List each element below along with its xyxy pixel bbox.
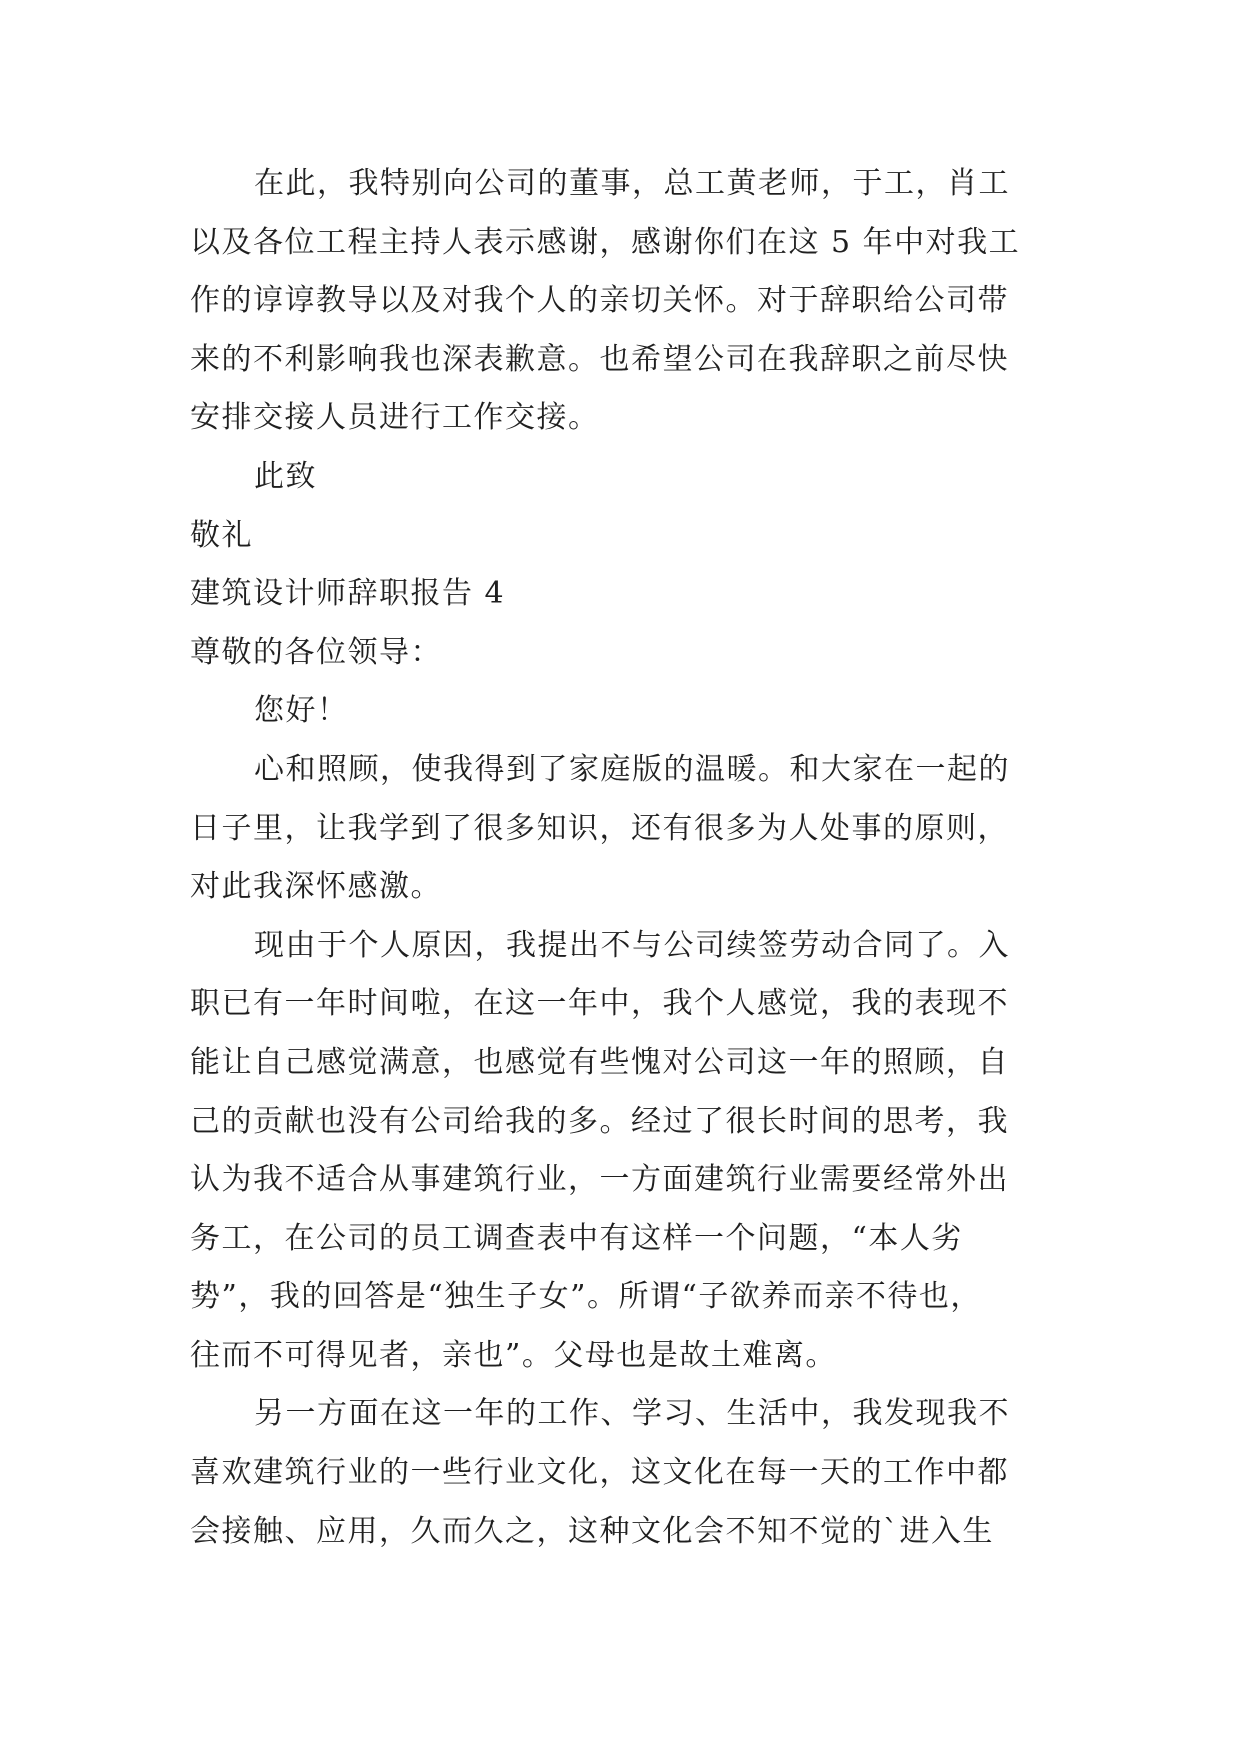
greeting-hello: 您好！: [254, 693, 349, 729]
text-line: 能让自己感觉满意，也感觉有些愧对公司这一年的照顾，自: [190, 1044, 1009, 1080]
greeting: 尊敬的各位领导：: [190, 634, 442, 670]
text-line: 安排交接人员进行工作交接。: [190, 400, 600, 436]
closing-salutation: 此致: [254, 458, 317, 494]
closing-regards: 敬礼: [190, 517, 253, 553]
section-title: 建筑设计师辞职报告 4: [190, 576, 506, 612]
text-line: 势”，我的回答是“独生子女”。所谓“子欲养而亲不待也，: [190, 1279, 982, 1315]
text-line: 职已有一年时间啦，在这一年中，我个人感觉，我的表现不: [190, 986, 1009, 1022]
text-line: 来的不利影响我也深表歉意。也希望公司在我辞职之前尽快: [190, 341, 1009, 377]
text-line: 对此我深怀感激。: [190, 869, 442, 905]
text-line: 心和照顾，使我得到了家庭版的温暖。和大家在一起的: [254, 751, 1010, 787]
text-line: 会接触、应用，久而久之，这种文化会不知不觉的`进入生: [190, 1513, 994, 1549]
text-line: 喜欢建筑行业的一些行业文化，这文化在每一天的工作中都: [190, 1455, 1009, 1491]
text-line: 以及各位工程主持人表示感谢，感谢你们在这 5 年中对我工: [190, 224, 1021, 260]
text-line: 作的谆谆教导以及对我个人的亲切关怀。对于辞职给公司带: [190, 283, 1009, 319]
text-line: 在此，我特别向公司的董事，总工黄老师，于工，肖工: [254, 166, 1010, 201]
text-line: 往而不可得见者，亲也”。父母也是故土难离。: [190, 1337, 837, 1373]
text-line: 己的贡献也没有公司给我的多。经过了很长时间的思考，我: [190, 1103, 1009, 1139]
text-line: 认为我不适合从事建筑行业，一方面建筑行业需要经常外出: [190, 1162, 1009, 1198]
text-line: 务工，在公司的员工调查表中有这样一个问题，“本人劣: [190, 1220, 963, 1256]
text-line: 另一方面在这一年的工作、学习、生活中，我发现我不: [254, 1396, 1010, 1432]
text-line: 日子里，让我学到了很多知识，还有很多为人处事的原则，: [190, 810, 1009, 846]
document-body: [190, 155, 1056, 1561]
text-line: 现由于个人原因，我提出不与公司续签劳动合同了。入: [254, 927, 1010, 963]
